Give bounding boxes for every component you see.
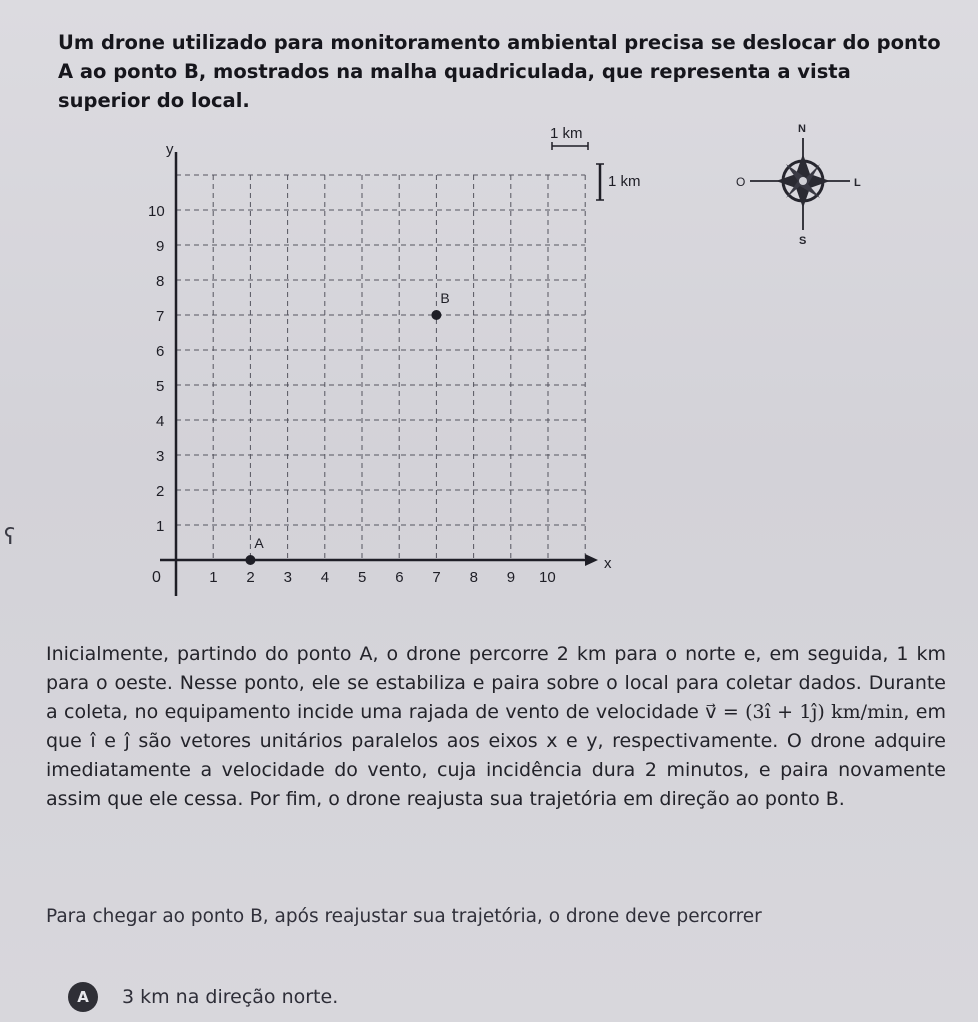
points <box>245 290 449 565</box>
wind-velocity-formula: v⃗ = (3î + 1ĵ) km/min <box>705 701 904 723</box>
x-tick-label: 6 <box>395 569 404 586</box>
x-tick-label: 1 <box>209 569 218 586</box>
y-axis-label: y <box>166 141 174 158</box>
axes <box>160 152 598 596</box>
option-text: 3 km na direção norte. <box>122 986 339 1008</box>
y-tick-label: 1 <box>156 518 165 535</box>
question-stem <box>46 903 946 931</box>
x-tick-label: 9 <box>506 569 516 586</box>
intro-statement <box>58 28 948 115</box>
compass-east-label: L <box>854 177 861 189</box>
x-tick-label: 4 <box>320 569 330 586</box>
x-axis-arrow <box>585 554 598 566</box>
x-tick-labels <box>209 569 555 586</box>
compass-rose <box>728 118 878 258</box>
grid-lines <box>176 175 585 560</box>
y-tick-label: 9 <box>156 238 165 255</box>
x-tick-label: 3 <box>283 569 292 586</box>
intro-text: Um drone utilizado para monitoramento ambiental precisa se deslocar do ponto A ao ponto B, mostrados na malha quadriculada, que representa a vista superior do local. <box>58 31 941 112</box>
point-b-label: B <box>440 290 450 306</box>
problem-body <box>46 640 946 814</box>
y-tick-label: 4 <box>156 413 165 430</box>
x-axis-label: x <box>604 555 612 572</box>
margin-mark: ʕ <box>4 525 16 550</box>
point-a-marker <box>245 555 255 565</box>
y-tick-labels <box>148 203 165 535</box>
point-b-marker <box>431 310 441 320</box>
horizontal-scale-label: 1 km <box>550 125 583 142</box>
origin-label: 0 <box>152 569 161 586</box>
y-tick-label: 5 <box>156 378 165 395</box>
grid-graph <box>130 118 641 608</box>
x-tick-label: 7 <box>432 569 441 586</box>
horizontal-scale <box>550 125 588 150</box>
paragraph-after-formula: , em que î e ĵ são vetores unitários paralelos aos eixos x e y, respectivamente. O drone adquire imediatamente a velocidade do vento, cuja incidência dura 2 minutos, e paira novamente assim que ele cessa. Por fim, o drone reajusta sua trajetória em direção ao ponto B. <box>46 701 947 810</box>
vertical-scale <box>596 164 641 200</box>
question-text: Para chegar ao ponto B, após reajustar sua trajetória, o drone deve percorrer <box>46 906 762 927</box>
option-letter-badge: A <box>68 982 98 1012</box>
vertical-scale-label: 1 km <box>608 173 641 190</box>
y-tick-label: 3 <box>156 448 165 465</box>
x-tick-label: 5 <box>358 569 367 586</box>
point-a-label: A <box>254 535 264 551</box>
y-tick-label: 6 <box>156 343 165 360</box>
x-tick-label: 2 <box>246 569 255 586</box>
problem-paragraph <box>46 640 946 814</box>
y-tick-label: 8 <box>156 273 165 290</box>
y-tick-label: 10 <box>148 203 165 220</box>
answer-option-a[interactable] <box>68 982 338 1012</box>
y-tick-label: 7 <box>156 308 165 325</box>
x-tick-label: 10 <box>539 569 556 586</box>
x-tick-label: 8 <box>469 569 478 586</box>
compass-north-label: N <box>798 123 806 135</box>
compass-south-label: S <box>799 235 807 247</box>
y-tick-label: 2 <box>156 483 165 500</box>
paragraph-before-formula: Inicialmente, partindo do ponto A, o drone percorre 2 km para o norte e, em seguida, 1 km para o oeste. Nesse ponto, ele se estabiliza e paira sobre o local para coletar dados. Durante a coleta, no equipamento incide uma rajada de vento de velocidade <box>46 643 946 723</box>
compass-west-label: O <box>736 175 746 189</box>
